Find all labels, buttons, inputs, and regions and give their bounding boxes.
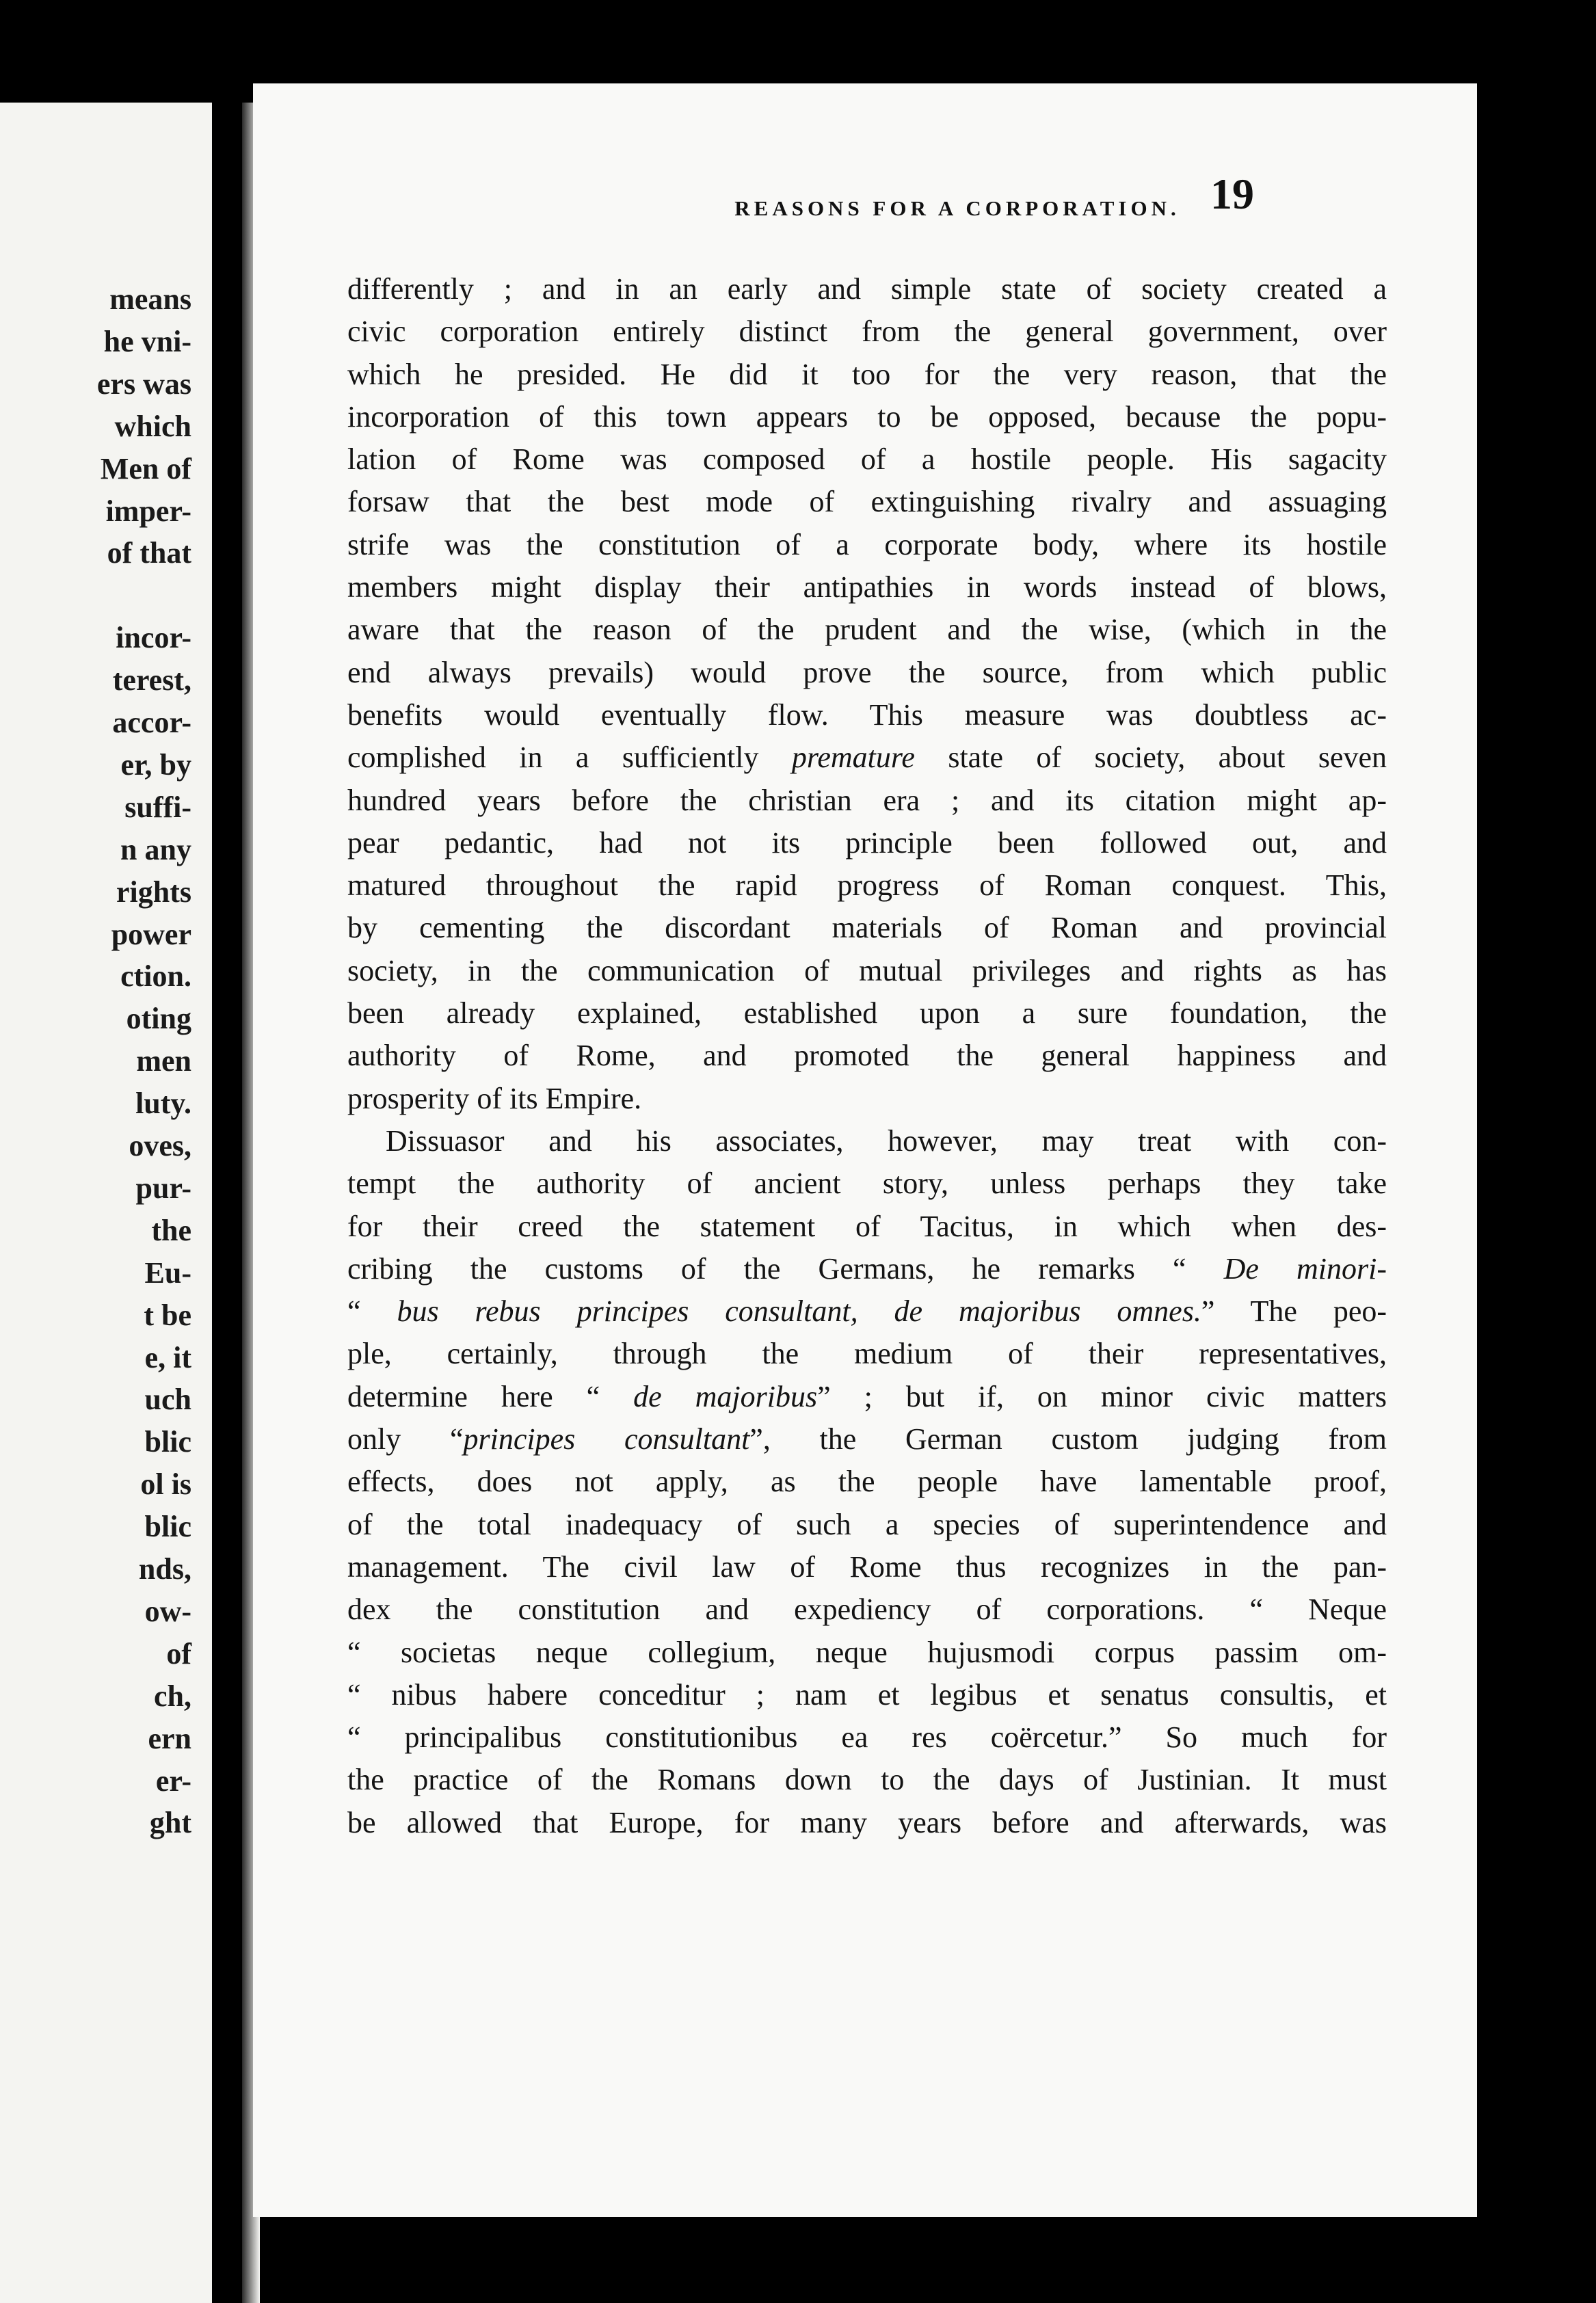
left-page-line-fragment: of that [107, 536, 191, 570]
text-segment: ”, the German custom judging from [749, 1422, 1387, 1456]
left-page-line-fragment: ow- [144, 1594, 191, 1628]
left-page-line-fragment: ction. [120, 959, 191, 994]
left-page-line-fragment: imper- [105, 494, 191, 528]
text-line: end always prevails) would prove the source, from which public [347, 655, 1387, 689]
text-line [347, 1248, 1387, 1290]
left-page-line-fragment: blic [144, 1510, 191, 1544]
left-page-line-fragment: ol is [140, 1467, 191, 1502]
left-page-line-fragment: er- [155, 1763, 191, 1798]
italic-phrase: De minori- [1223, 1251, 1387, 1286]
book-gutter [212, 103, 242, 2303]
text-line: members might display their antipathies in words instead of blows, [347, 570, 1387, 604]
text-line: the practice of the Romans down to the days of Justinian. It must [347, 1763, 1387, 1797]
left-page-line-fragment: Eu- [144, 1255, 191, 1290]
text-line: society, in the communication of mutual privileges and rights as has [347, 953, 1387, 987]
left-page-line-fragment: ers was [96, 367, 191, 401]
text-line [347, 1418, 1387, 1461]
left-page-line-fragment: ern [148, 1721, 191, 1755]
text-line: dex the constitution and expediency of corporations. “ Neque [347, 1593, 1387, 1627]
left-page-line-fragment: terest, [112, 663, 191, 697]
text-segment: ” ; but if, on minor civic matters [817, 1379, 1387, 1413]
left-page-line-fragment: e, it [144, 1340, 191, 1374]
text-segment: state of society, about seven [914, 741, 1387, 775]
text-line: aware that the reason of the prudent and the wise, (which in the [347, 613, 1387, 647]
left-facing-page [0, 103, 212, 2303]
left-page-line-fragment: t be [144, 1298, 191, 1332]
text-line: been already explained, established upon a sure foundation, the [347, 996, 1387, 1030]
text-line: prosperity of its Empire. [347, 1081, 642, 1115]
left-page-line-fragment: rights [116, 875, 191, 909]
text-line: be allowed that Europe, for many years before and afterwards, was [347, 1805, 1387, 1839]
left-page-line-fragment: suffi- [124, 790, 191, 824]
text-line: hundred years before the christian era ; and its citation might ap- [347, 783, 1387, 817]
text-segment: complished in a sufficiently [347, 741, 792, 775]
text-segment: cribing the customs of the Germans, he remarks “ [347, 1251, 1224, 1286]
text-line: forsaw that the best mode of extinguishing rivalry and assuaging [347, 485, 1387, 519]
left-page-line-fragment: power [111, 917, 191, 951]
text-line: of the total inadequacy of such a species of superintendence and [347, 1507, 1387, 1541]
text-line: “ nibus habere conceditur ; nam et legibus et senatus consultis, et [347, 1677, 1387, 1712]
text-line: matured throughout the rapid progress of Roman conquest. This, [347, 868, 1387, 903]
italic-phrase: de majoribus [633, 1379, 818, 1413]
text-line: civic corporation entirely distinct from the general government, over [347, 315, 1387, 349]
left-page-line-fragment: he vni- [103, 324, 191, 358]
page-number: 19 [1210, 170, 1254, 218]
body-text [347, 268, 1387, 1844]
left-page-line-fragment: luty. [135, 1087, 191, 1121]
running-head: REASONS FOR A CORPORATION. [734, 196, 1180, 220]
text-line: incorporation of this town appears to be opposed, because the popu- [347, 399, 1387, 434]
text-line: lation of Rome was composed of a hostile people. His sagacity [347, 442, 1387, 477]
text-line: benefits would eventually flow. This measure was doubtless ac- [347, 697, 1387, 732]
left-page-line-fragment: accor- [112, 706, 191, 739]
left-page-line-fragment: blic [144, 1425, 191, 1459]
left-page-line-fragment: Men of [100, 451, 191, 485]
text-line [347, 1376, 1387, 1418]
text-line [347, 736, 1387, 779]
text-line: effects, does not apply, as the people have lamentable proof, [347, 1465, 1387, 1499]
text-segment: “ [347, 1294, 397, 1329]
left-page-line-fragment: uch [144, 1383, 191, 1417]
left-page-line-fragment: incor- [116, 621, 191, 655]
left-page-line-fragment: n any [120, 832, 191, 866]
right-page [253, 83, 1477, 2217]
left-page-line-fragment: nds, [138, 1552, 191, 1586]
text-line: by cementing the discordant materials of Roman and provincial [347, 911, 1387, 945]
text-line: strife was the constitution of a corporate body, where its hostile [347, 527, 1387, 561]
left-page-line-fragment: ght [149, 1806, 191, 1840]
left-page-line-fragment: means [109, 282, 191, 316]
italic-phrase: premature [791, 741, 915, 775]
text-segment: determine here “ [347, 1379, 634, 1413]
text-line: authority of Rome, and promoted the general happiness and [347, 1039, 1387, 1073]
text-line: “ principalibus constitutionibus ea res coërcetur.” So much for [347, 1720, 1387, 1755]
left-page-line-fragment: oves, [129, 1129, 191, 1162]
left-page-line-fragment: men [136, 1044, 191, 1078]
left-page-line-fragment: pur- [135, 1171, 191, 1205]
text-segment: ” The peo- [1201, 1294, 1387, 1329]
left-page-line-fragment: oting [126, 1002, 191, 1036]
left-page-line-fragment: of [166, 1636, 191, 1670]
italic-phrase: bus rebus principes consultant, de majoribus omnes. [397, 1294, 1201, 1329]
left-page-line-fragment: ch, [154, 1679, 191, 1713]
text-line: management. The civil law of Rome thus recognizes in the pan- [347, 1549, 1387, 1584]
text-line: for their creed the statement of Tacitus, in which when des- [347, 1209, 1387, 1243]
text-line: which he presided. He did it too for the very reason, that the [347, 357, 1387, 391]
text-line: pear pedantic, had not its principle been followed out, and [347, 825, 1387, 860]
text-line: differently ; and in an early and simple state of society created a [347, 272, 1387, 306]
text-line: ple, certainly, through the medium of their representatives, [347, 1337, 1387, 1371]
text-line [347, 1290, 1387, 1333]
text-line: tempt the authority of ancient story, unless perhaps they take [347, 1167, 1387, 1201]
left-page-line-fragment: which [114, 409, 191, 443]
text-segment: only “ [347, 1422, 464, 1456]
text-line: “ societas neque collegium, neque hujusmodi corpus passim om- [347, 1635, 1387, 1669]
text-line: Dissuasor and his associates, however, may treat with con- [386, 1123, 1387, 1158]
italic-phrase: principes consultant [463, 1422, 750, 1456]
left-page-line-fragment: er, by [120, 747, 191, 782]
left-page-line-fragment: the [151, 1213, 191, 1247]
